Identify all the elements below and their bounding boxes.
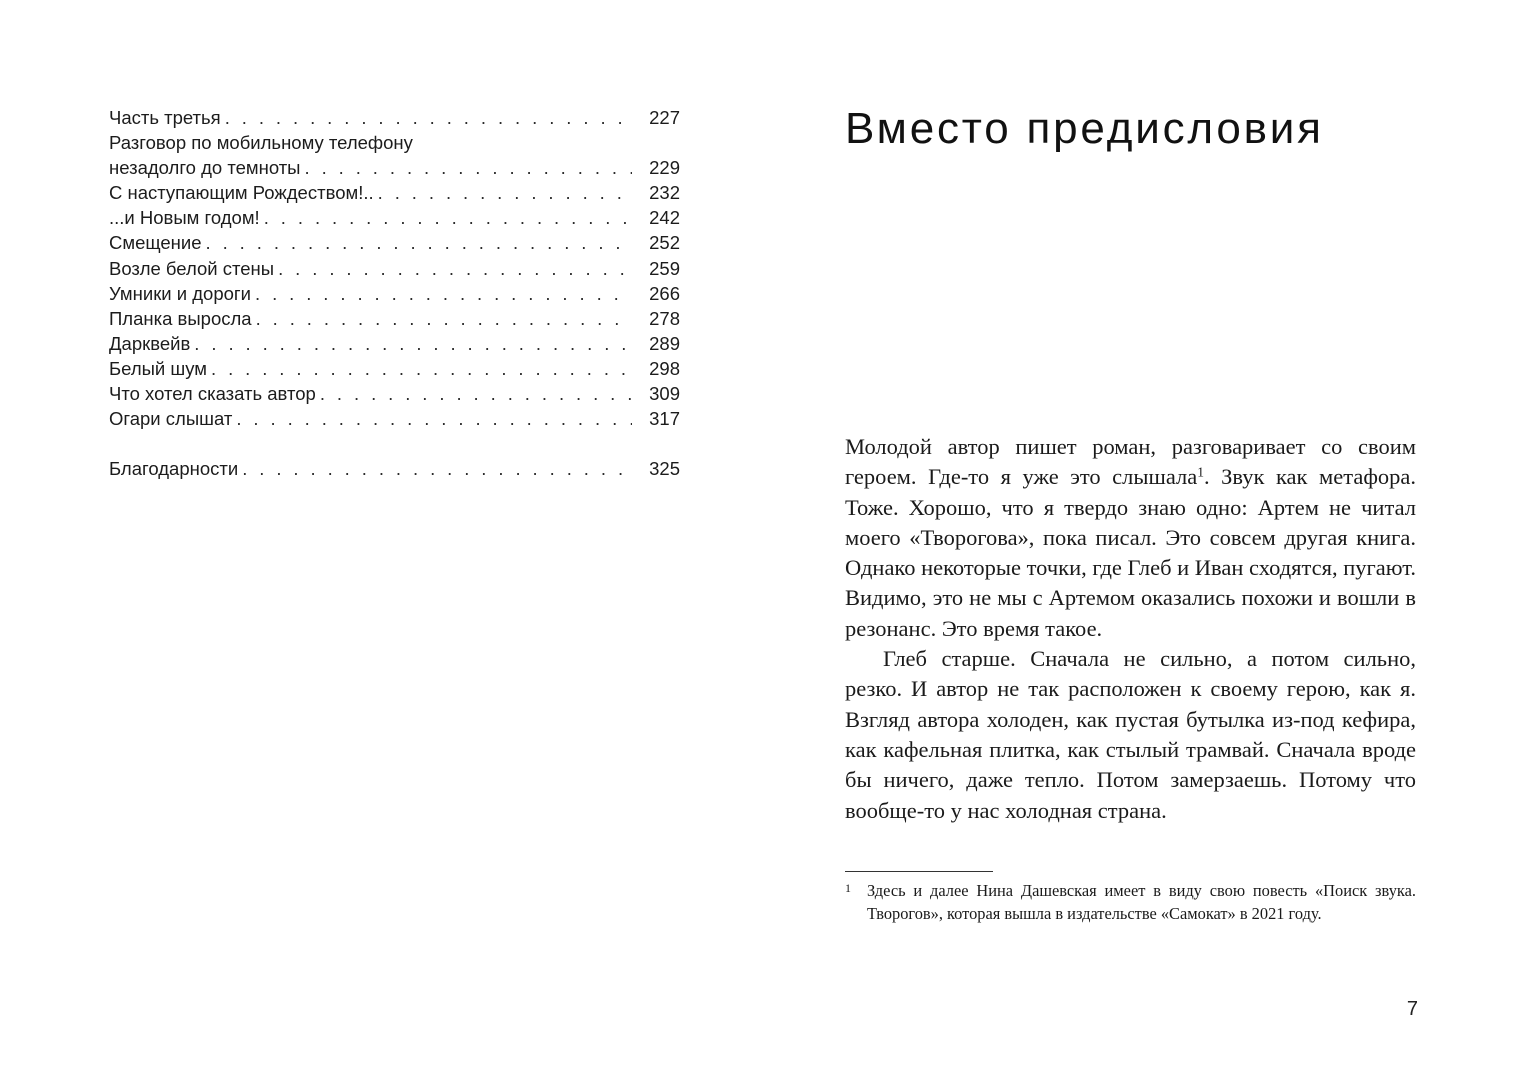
- paragraph-text: Молодой автор пишет роман, разговаривает со своим героем. Где-то я уже это слышала: [845, 434, 1416, 490]
- toc-entry: [109, 331, 680, 356]
- toc-entry-page: 227: [649, 107, 680, 128]
- toc-entry: [109, 281, 680, 306]
- right-page: [762, 0, 1525, 1080]
- left-page: [0, 0, 762, 1080]
- toc-entry-page: 317: [649, 408, 680, 430]
- toc-entry-page: 232: [649, 182, 680, 204]
- toc-leader-dots: [256, 306, 632, 331]
- toc-entry-title: Дарквейв: [109, 332, 191, 354]
- footnote-mark: 1: [845, 881, 851, 895]
- toc-entry: [109, 306, 680, 331]
- toc-entry: [109, 456, 680, 481]
- footnote: [845, 880, 1416, 925]
- toc-leader-dots: [242, 456, 632, 481]
- toc-entry-title: Планка выросла: [109, 307, 252, 329]
- toc-entry: [109, 230, 680, 255]
- toc-entry: [109, 205, 680, 230]
- paragraph: Глеб старше. Сначала не сильно, а потом сильно, резко. И автор не так расположен к своему герою, как я. Взгляд автора холоден, как пустая бутылка из-под кефира, как кафельная плитка, как стылый трамвай. Сначала вроде бы ничего, даже тепло. Потом замерзаешь. Потому что вообще-то у нас холодная страна.: [845, 646, 1416, 823]
- toc-leader-dots: [278, 256, 632, 281]
- toc-entry-page: 278: [649, 307, 680, 329]
- chapter-title: Вместо предисловия: [845, 104, 1324, 153]
- toc-entry-page: 229: [649, 157, 680, 179]
- toc-entry-page: 252: [649, 232, 680, 254]
- toc-entry-title: Что хотел сказать автор: [109, 383, 316, 405]
- footnote-reference: 1: [1197, 464, 1204, 480]
- toc-entry: [109, 155, 680, 180]
- toc-entry-title: незадолго до темноты: [109, 157, 301, 179]
- toc-entry: [109, 381, 680, 406]
- toc-entry-page: 259: [649, 257, 680, 279]
- toc-entry-title: Часть третья: [109, 107, 221, 128]
- toc-entry: [109, 256, 680, 281]
- toc-entry-title: Белый шум: [109, 357, 207, 379]
- toc-leader-dots: [194, 331, 632, 356]
- toc-leader-dots: [378, 180, 632, 205]
- table-of-contents: [109, 105, 680, 481]
- toc-entry-page: 309: [649, 383, 680, 405]
- toc-entry-title: ...и Новым годом!: [109, 207, 260, 229]
- toc-leader-dots: [236, 406, 632, 431]
- toc-entry-title: Благодарности: [109, 458, 239, 480]
- paragraph: [845, 432, 1416, 644]
- toc-entry: [109, 180, 680, 205]
- toc-entry-page: 325: [649, 458, 680, 480]
- toc-leader-dots: [255, 281, 632, 306]
- toc-entry-page: 298: [649, 357, 680, 379]
- toc-leader-dots: [264, 205, 632, 230]
- toc-entry-page: 289: [649, 332, 680, 354]
- toc-leader-dots: [225, 105, 632, 130]
- toc-entry-title: Смещение: [109, 232, 202, 254]
- toc-leader-dots: [320, 381, 632, 406]
- toc-entry-title: Умники и дороги: [109, 282, 251, 304]
- toc-entry-title-line1: Разговор по мобильному телефону: [109, 132, 413, 154]
- chapter-body: [845, 432, 1416, 826]
- page-number: 7: [1406, 998, 1418, 1020]
- toc-entry: [109, 406, 680, 431]
- toc-entry: [109, 356, 680, 381]
- footnote-divider: [845, 871, 993, 872]
- footnote-text: Здесь и далее Нина Дашевская имеет в виду свою повесть «Поиск звука. Творогов», которая вышла в издательстве «Самокат» в 2021 году.: [867, 881, 1416, 923]
- toc-entry: [109, 105, 680, 130]
- toc-entry-title: Огари слышат: [109, 408, 233, 430]
- toc-leader-dots: [304, 155, 632, 180]
- toc-leader-dots: [206, 230, 632, 255]
- paragraph-text: . Звук как метафора. Тоже. Хорошо, что я твердо знаю одно: Артем не читал моего «Творогова», пока писал. Это совсем другая книга. Однако некоторые точки, где Глеб и Иван сходятся, пугают. Видимо, это не мы с Артемом оказались похожи и вошли в резонанс. Это время такое.: [845, 464, 1417, 641]
- toc-entry-page: 266: [649, 282, 680, 304]
- toc-entry-title: Возле белой стены: [109, 257, 275, 279]
- toc-leader-dots: [211, 356, 632, 381]
- toc-entry-title: С наступающим Рождеством!..: [109, 182, 374, 204]
- toc-entry-page: 242: [649, 207, 680, 229]
